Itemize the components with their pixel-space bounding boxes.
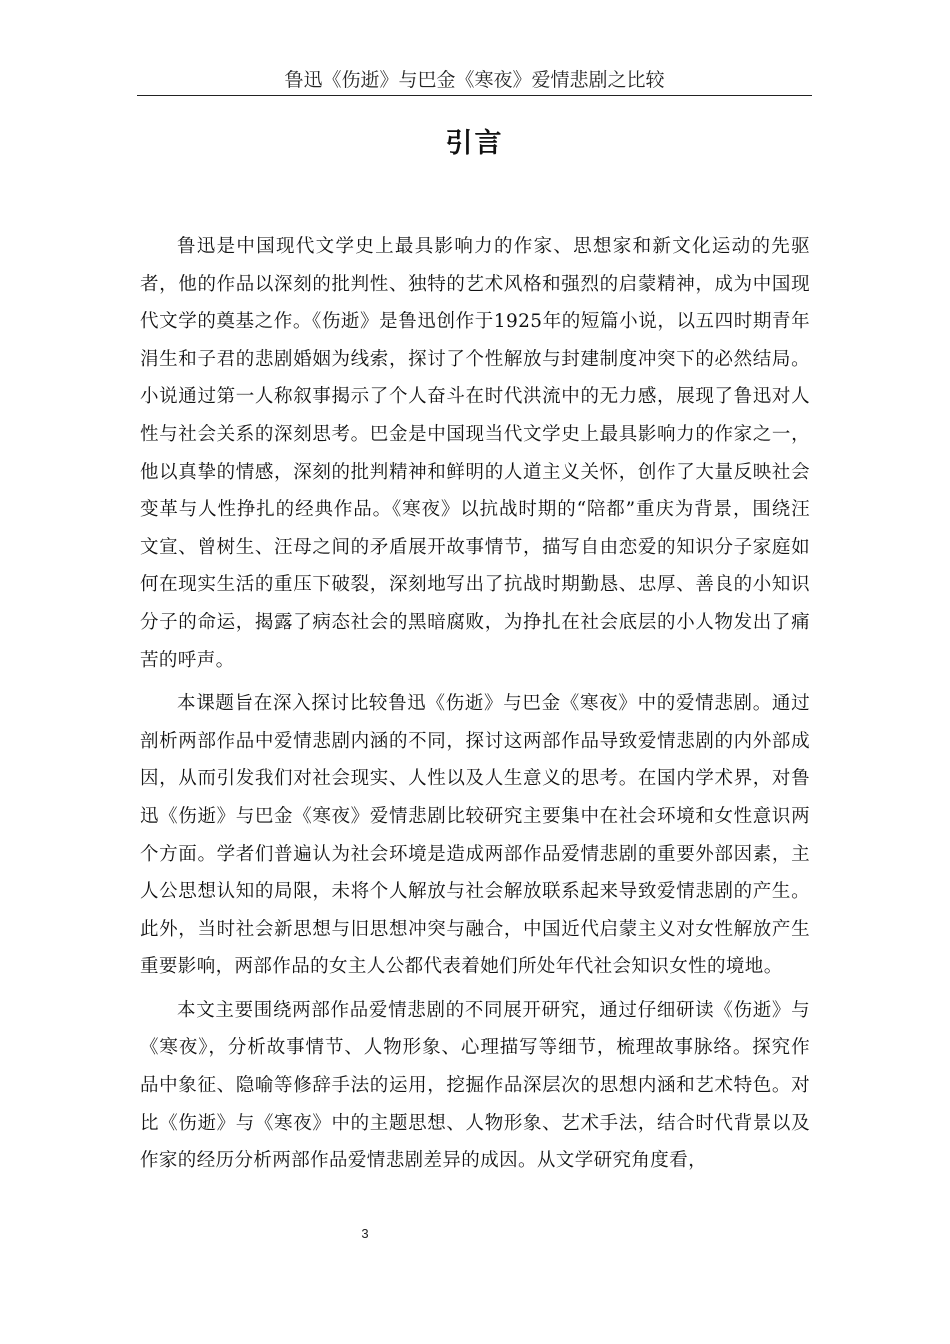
page-number: 3 <box>361 1226 369 1241</box>
chapter-title: 引言 <box>445 128 504 159</box>
paragraph-3: 本文主要围绕两部作品爱情悲剧的不同展开研究，通过仔细研读《伤逝》与《寒夜》，分析故事情节、人物形象、心理描写等细节，梳理故事脉络。探究作品中象征、隐喻等修辞手法的运用，挖掘作品深层次的思想内涵和艺术特色。对比《伤逝》与《寒夜》中的主题思想、人物形象、艺术手法，结合时代背景以及作家的经历分析两部作品爱情悲剧差异的成因。从文学研究角度看， <box>140 999 810 1172</box>
header-rule <box>137 95 812 96</box>
body-text <box>140 228 810 1186</box>
paragraph-2: 本课题旨在深入探讨比较鲁迅《伤逝》与巴金《寒夜》中的爱情悲剧。通过剖析两部作品中爱情悲剧内涵的不同，探讨这两部作品导致爱情悲剧的内外部成因，从而引发我们对社会现实、人性以及人生意义的思考。在国内学术界，对鲁迅《伤逝》与巴金《寒夜》爱情悲剧比较研究主要集中在社会环境和女性意识两个方面。学者们普遍认为社会环境是造成两部作品爱情悲剧的重要外部因素，主人公思想认知的局限，未将个人解放与社会解放联系起来导致爱情悲剧的产生。此外，当时社会新思想与旧思想冲突与融合，中国近代启蒙主义对女性解放产生重要影响，两部作品的女主人公都代表着她们所处年代社会知识女性的境地。 <box>140 693 810 978</box>
paragraph-1: 鲁迅是中国现代文学史上最具影响力的作家、思想家和新文化运动的先驱者，他的作品以深刻的批判性、独特的艺术风格和强烈的启蒙精神，成为中国现代文学的奠基之作。《伤逝》是鲁迅创作于1925年的短篇小说，以五四时期青年涓生和子君的悲剧婚姻为线索，探讨了个性解放与封建制度冲突下的必然结局。小说通过第一人称叙事揭示了个人奋斗在时代洪流中的无力感，展现了鲁迅对人性与社会关系的深刻思考。巴金是中国现当代文学史上最具影响力的作家之一，他以真挚的情感，深刻的批判精神和鲜明的人道主义关怀，创作了大量反映社会变革与人性挣扎的经典作品。《寒夜》以抗战时期的“陪都”重庆为背景，围绕汪文宣、曾树生、汪母之间的矛盾展开故事情节，描写自由恋爱的知识分子家庭如何在现实生活的重压下破裂，深刻地写出了抗战时期勤恳、忠厚、善良的小知识分子的命运，揭露了病态社会的黑暗腐败，为挣扎在社会底层的小人物发出了痛苦的呼声。 <box>140 236 810 671</box>
running-header: 鲁迅《伤逝》与巴金《寒夜》爱情悲剧之比较 <box>284 69 665 91</box>
